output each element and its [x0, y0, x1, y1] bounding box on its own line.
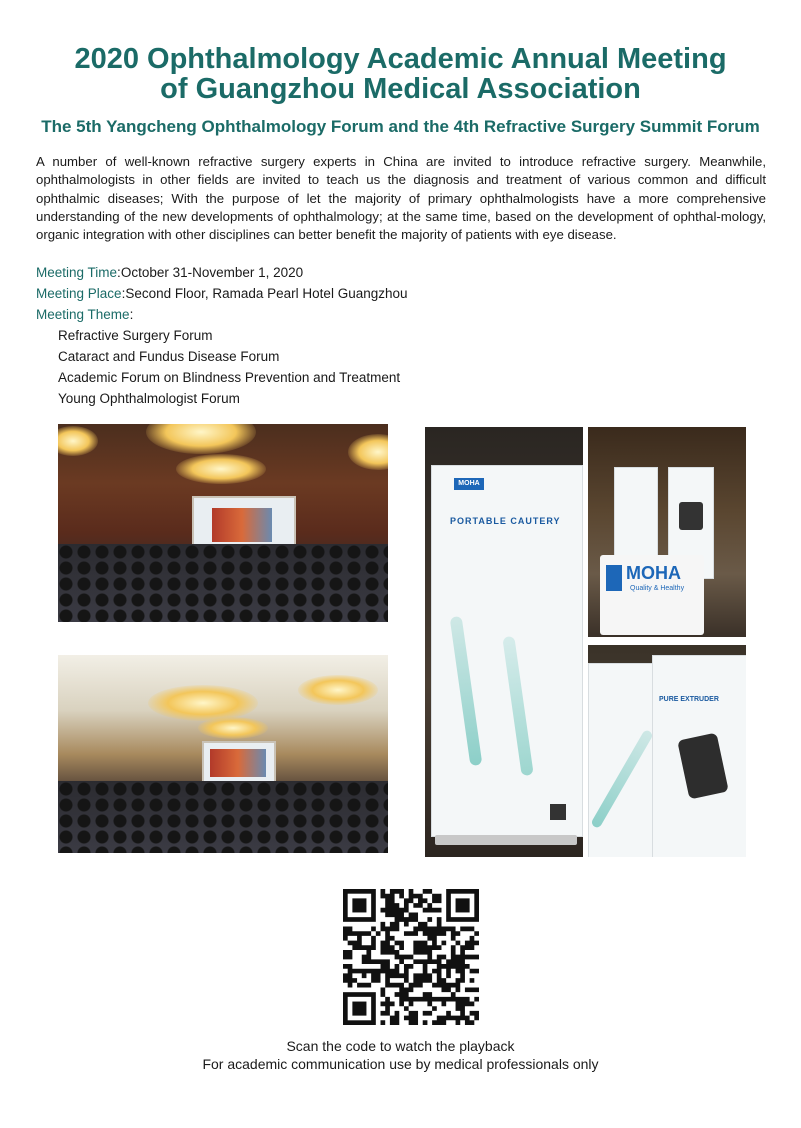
- screen-slide-image: [212, 508, 272, 542]
- theme-item: Academic Forum on Blindness Prevention and Treatment: [58, 370, 401, 385]
- meeting-time-value: October 31-November 1, 2020: [120, 265, 304, 280]
- theme-item: Refractive Surgery Forum: [58, 328, 213, 343]
- meeting-time-label: Meeting Time: [36, 265, 118, 280]
- theme-item: Cataract and Fundus Disease Forum: [58, 349, 280, 364]
- qr-finder-pattern: [343, 992, 376, 1025]
- audience-crowd: [58, 544, 388, 622]
- meeting-place-value: Second Floor, Ramada Pearl Hotel Guangzhou: [125, 286, 408, 301]
- playback-qr-code[interactable]: [343, 889, 479, 1025]
- closeup-banner-right: [652, 655, 746, 857]
- banner-qr-code: [550, 804, 566, 820]
- chandelier-light: [146, 424, 256, 454]
- cautery-pen-image: [502, 636, 533, 776]
- chandelier-light: [176, 454, 266, 484]
- table-tagline: Quality & Healthy: [630, 585, 685, 592]
- title-line-1: 2020 Ophthalmology Academic Annual Meeting: [74, 43, 727, 75]
- product-closeup-photo: [588, 645, 746, 857]
- page-title: [0, 44, 801, 104]
- chandelier-light: [298, 675, 378, 705]
- banner-brand-logo: MOHA: [454, 478, 484, 490]
- meeting-hall-photo-2: [58, 655, 388, 853]
- product-banner: [431, 465, 583, 837]
- banner-product-title: PORTABLE CAUTERY: [450, 516, 561, 526]
- scan-instruction: Scan the code to watch the playback: [286, 1038, 515, 1054]
- screen-slide-image: [210, 749, 266, 777]
- meeting-time-separator: :: [117, 265, 121, 280]
- theme-item: Young Ophthalmologist Forum: [58, 391, 240, 406]
- meeting-place-row: [36, 283, 766, 304]
- meeting-info: [36, 262, 766, 409]
- device-image: [679, 502, 703, 530]
- meeting-time-row: [36, 262, 766, 283]
- usage-note: For academic communication use by medical professionals only: [202, 1056, 599, 1072]
- cautery-pen-image: [450, 616, 483, 766]
- cautery-pen-image: [590, 729, 654, 829]
- meeting-place-separator: :: [121, 286, 126, 301]
- page-subtitle: The 5th Yangcheng Ophthalmology Forum and the 4th Refractive Surgery Summit Forum: [41, 117, 760, 136]
- chandelier-light: [148, 685, 258, 721]
- intro-paragraph: A number of well-known refractive surgery experts in China are invited to introduce refractive surgery. Meanwhile, ophthalmologists in other fields are invited to teach us the diagnosis and treatment of various common and difficult ophthalmic diseases; With the purpose of let the majority of primary ophthalmologists have a more comprehensive understanding of the new developments of ophthalmology; at the same time, based on the development of ophthal-mology, organic integration with other disciplines can better benefit the majority of patients with eye disease.: [36, 154, 766, 243]
- extruder-device-image: [677, 732, 729, 799]
- meeting-theme-separator: :: [129, 307, 134, 322]
- meeting-theme-row: [36, 304, 766, 325]
- audience-crowd: [58, 781, 388, 853]
- banner-stand-base: [435, 835, 577, 845]
- chandelier-light: [198, 717, 268, 739]
- meeting-theme-label: Meeting Theme: [36, 307, 130, 322]
- moha-logo-icon: [606, 565, 622, 591]
- chandelier-light: [58, 426, 98, 456]
- qr-finder-pattern: [446, 889, 479, 922]
- title-line-2: of Guangzhou Medical Association: [160, 73, 641, 105]
- qr-finder-pattern: [343, 889, 376, 922]
- qr-code-pattern: [343, 889, 479, 1025]
- table-brand: MOHA: [626, 563, 681, 583]
- meeting-hall-photo-1: [58, 424, 388, 622]
- theme-list: [36, 325, 766, 409]
- exhibition-booth-photo: [588, 427, 746, 637]
- rollup-banner-photo: [425, 427, 583, 857]
- footer-text: [0, 1037, 801, 1073]
- chandelier-light: [348, 434, 388, 470]
- booth-table-cloth: [600, 555, 704, 635]
- meeting-place-label: Meeting Place: [36, 286, 122, 301]
- extruder-title: PURE EXTRUDER: [659, 696, 719, 703]
